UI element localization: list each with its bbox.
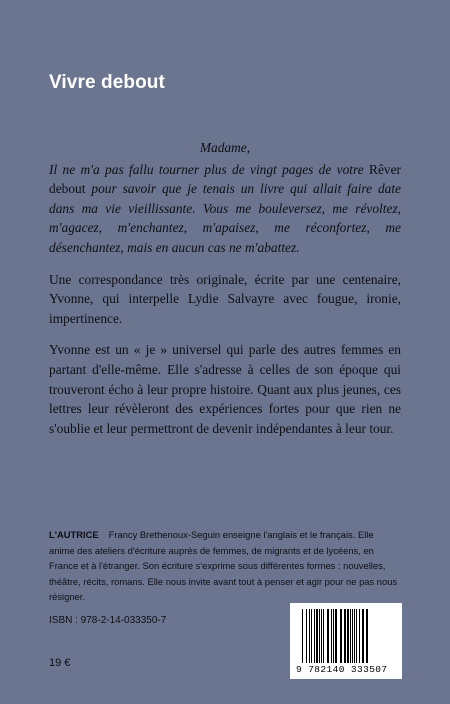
summary-paragraph-1: Une correspondance très originale, écrite par une centenaire, Yvonne, qui interpelle Lydie Salvayre avec fougue, ironie, impertinence. bbox=[49, 271, 401, 326]
barcode bbox=[290, 603, 402, 679]
letter-quote bbox=[49, 160, 401, 258]
barcode-digits: 9 782140 333507 bbox=[296, 664, 388, 675]
author-bio: Francy Brethenoux-Seguin enseigne l'anglais et le français. Elle anime des ateliers d'écriture auprès de femmes, de migrants et de lycéens, en France et à l'étranger. Son écriture s'exprime sous différentes formes : nouvelles, théâtre, récits, romans. Elle nous invite avant tout à penser et agir pour ne pas nous résigner. bbox=[49, 529, 398, 602]
letter-quote-part2: pour savoir que je tenais un livre qui allait faire date dans ma vie vieillissante. Vous me bouleversez, me révoltez, m'agacez, m'enchantez, m'apaisez, me réconfortez, me désenchantez, mais en aucun cas ne m'abattez. bbox=[49, 181, 401, 255]
summary-paragraph-2: Yvonne est un « je » universel qui parle des autres femmes en partant d'elle-même. Elle s'adresse à celles de son époque qui trouveront écho à leur propre histoire. Quant aux plus jeunes, ces lettres leur révèleront des expériences fortes pour que rien ne s'oublie et leur permettront de devenir indépendantes à leur tour. bbox=[49, 342, 401, 436]
isbn-text: ISBN : 978-2-14-033350-7 bbox=[49, 615, 167, 626]
letter-book-reference: Rêver debout bbox=[49, 161, 401, 197]
author-section bbox=[49, 527, 401, 605]
back-cover-text bbox=[49, 138, 401, 450]
letter-salutation: Madame, bbox=[199, 140, 251, 155]
author-label: L'AUTRICE bbox=[49, 529, 99, 540]
barcode-bars bbox=[302, 609, 398, 663]
book-title: Vivre debout bbox=[49, 72, 165, 93]
price-text: 19 € bbox=[49, 657, 71, 669]
letter-quote-part1: Il ne m'a pas fallu tourner plus de vingt pages de votre bbox=[49, 161, 370, 177]
